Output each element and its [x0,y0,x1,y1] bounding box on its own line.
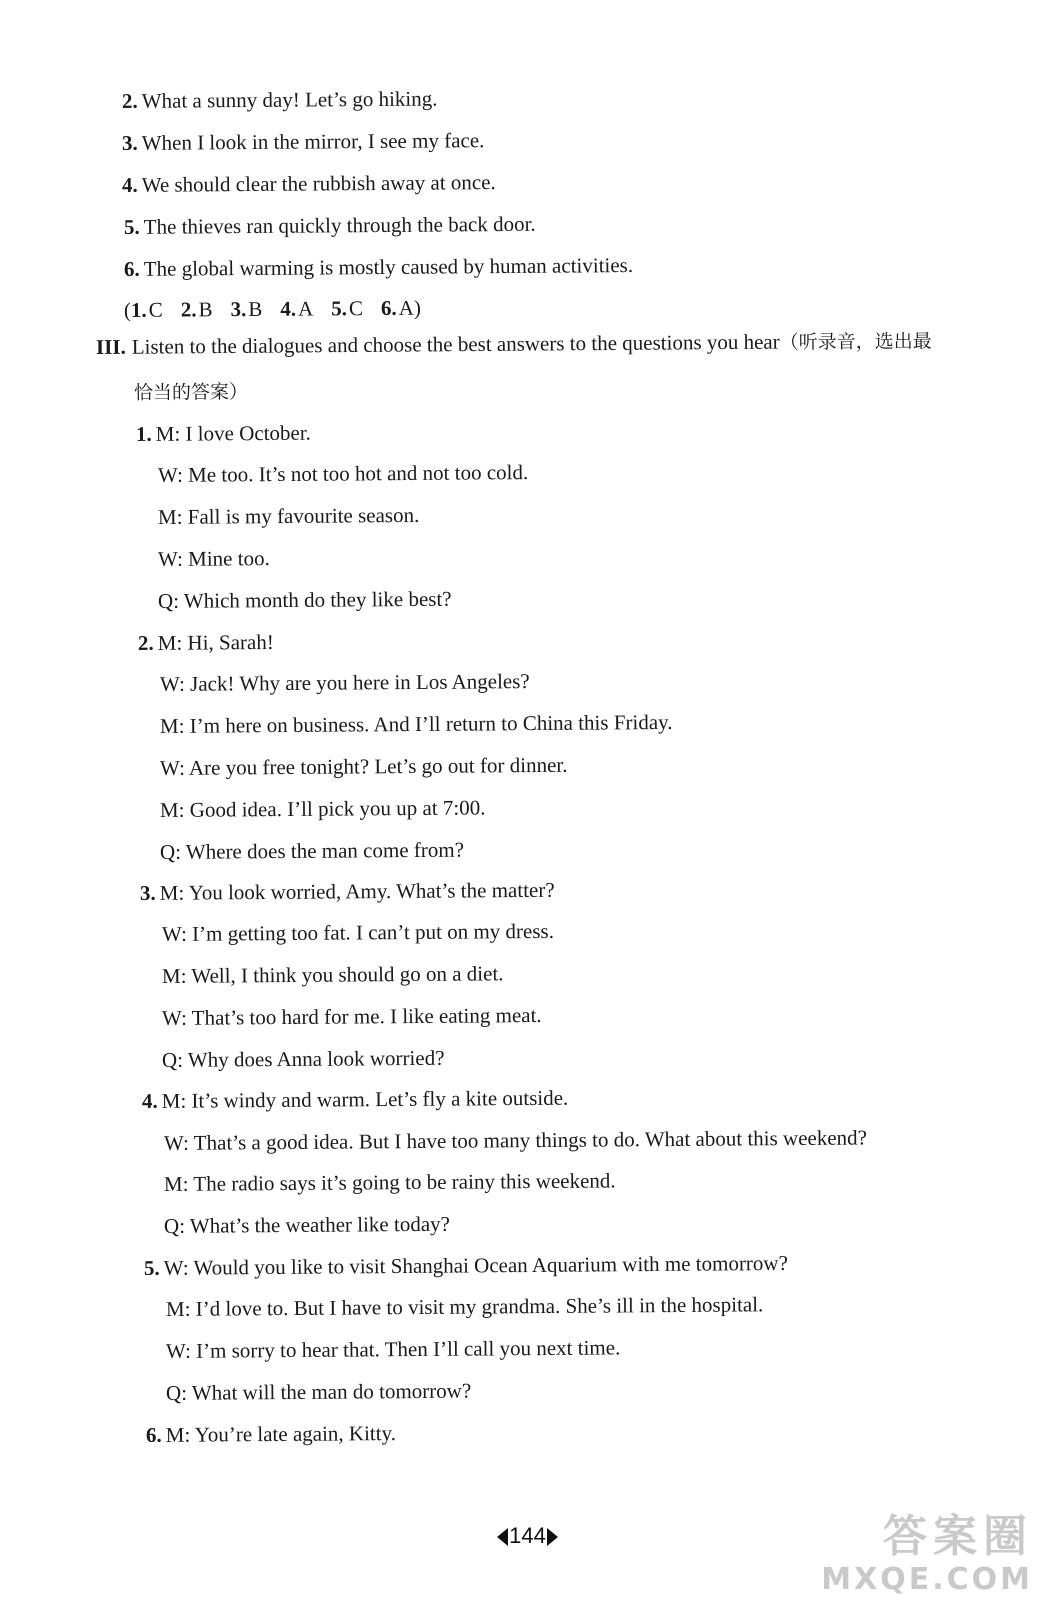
dialogue-1-line: 1. M: I love October. [135,420,311,446]
answer-item: 2.B [180,297,213,322]
dialogue-4-line: 4. M: It’s windy and warm. Let’s fly a kite outside. [141,1085,569,1113]
dialogue-3-line: W: I’m getting too fat. I can’t put on my dress. [161,918,555,946]
dialogue-1-line: W: Me too. It’s not too hot and not too cold. [157,460,529,487]
dialogue-2-question: Q: Where does the man come from? [159,837,465,864]
section-heading: III. Listen to the dialogues and choose the best answers to the questions you hear（听录音，选出最 [95,329,932,359]
page-number: 144 [0,1523,1055,1549]
dialogue-3-line: 3. M: You look worried, Amy. What’s the matter? [139,877,555,905]
dialogue-2-line: 2. M: Hi, Sarah! [137,629,274,655]
dialogue-5-line: W: I’m sorry to hear that. Then I’ll call you next time. [165,1335,621,1363]
dialogue-5-line: M: I’d love to. But I have to visit my grandma. She’s ill in the hospital. [165,1292,764,1321]
answer-key: (1.C 2.B 3.B 4.A 5.C 6.A) [123,295,421,322]
dialogue-5-line: 5. W: Would you like to visit Shanghai Ocean Aquarium with me tomorrow? [143,1250,788,1280]
answer-item: 3.B [230,296,263,322]
answer-item: 6.A [380,295,414,320]
dialogue-3-line: M: Well, I think you should go on a diet. [161,961,504,988]
dialogue-1-line: M: Fall is my favourite season. [157,502,420,529]
sentence-item: 2. What a sunny day! Let’s go hiking. [121,86,438,113]
sentence-item: 5. The thieves ran quickly through the back door. [123,211,536,239]
sentence-item: 3. When I look in the mirror, I see my face. [121,128,485,155]
dialogue-2-line: W: Jack! Why are you here in Los Angeles? [159,669,530,696]
dialogue-3-line: W: That’s too hard for me. I like eating meat. [161,1003,542,1030]
watermark-logo: 答案圈 MXQE.COM [821,1511,1033,1597]
answer-item: 5.C [331,296,364,321]
dialogue-1-question: Q: Which month do they like best? [157,586,452,613]
sentence-item: 6. The global warming is mostly caused by human activities. [123,253,634,281]
dialogue-4-line: M: The radio says it’s going to be rainy this weekend. [163,1168,616,1196]
sentence-item: 4. We should clear the rubbish away at once. [121,170,496,197]
dialogue-2-line: M: Good idea. I’ll pick you up at 7:00. [159,795,486,822]
dialogue-2-line: W: Are you free tonight? Let’s go out for dinner. [159,752,568,780]
dialogue-4-question: Q: What’s the weather like today? [163,1211,451,1238]
dialogue-4-line: W: That’s a good idea. But I have too many things to do. What about this weekend? [163,1125,868,1155]
dialogue-6-line: 6. M: You’re late again, Kitty. [145,1421,397,1447]
dialogue-5-question: Q: What will the man do tomorrow? [165,1378,472,1405]
dialogue-1-line: W: Mine too. [157,546,270,571]
right-triangle-icon [547,1528,558,1546]
dialogue-3-question: Q: Why does Anna look worried? [161,1045,445,1072]
left-triangle-icon [497,1528,508,1546]
answer-item: 4.A [280,296,314,321]
answer-item: 1.C [130,297,163,322]
section-heading-cont: 恰当的答案） [133,381,249,404]
dialogue-2-line: M: I’m here on business. And I’ll return to China this Friday. [159,709,673,738]
